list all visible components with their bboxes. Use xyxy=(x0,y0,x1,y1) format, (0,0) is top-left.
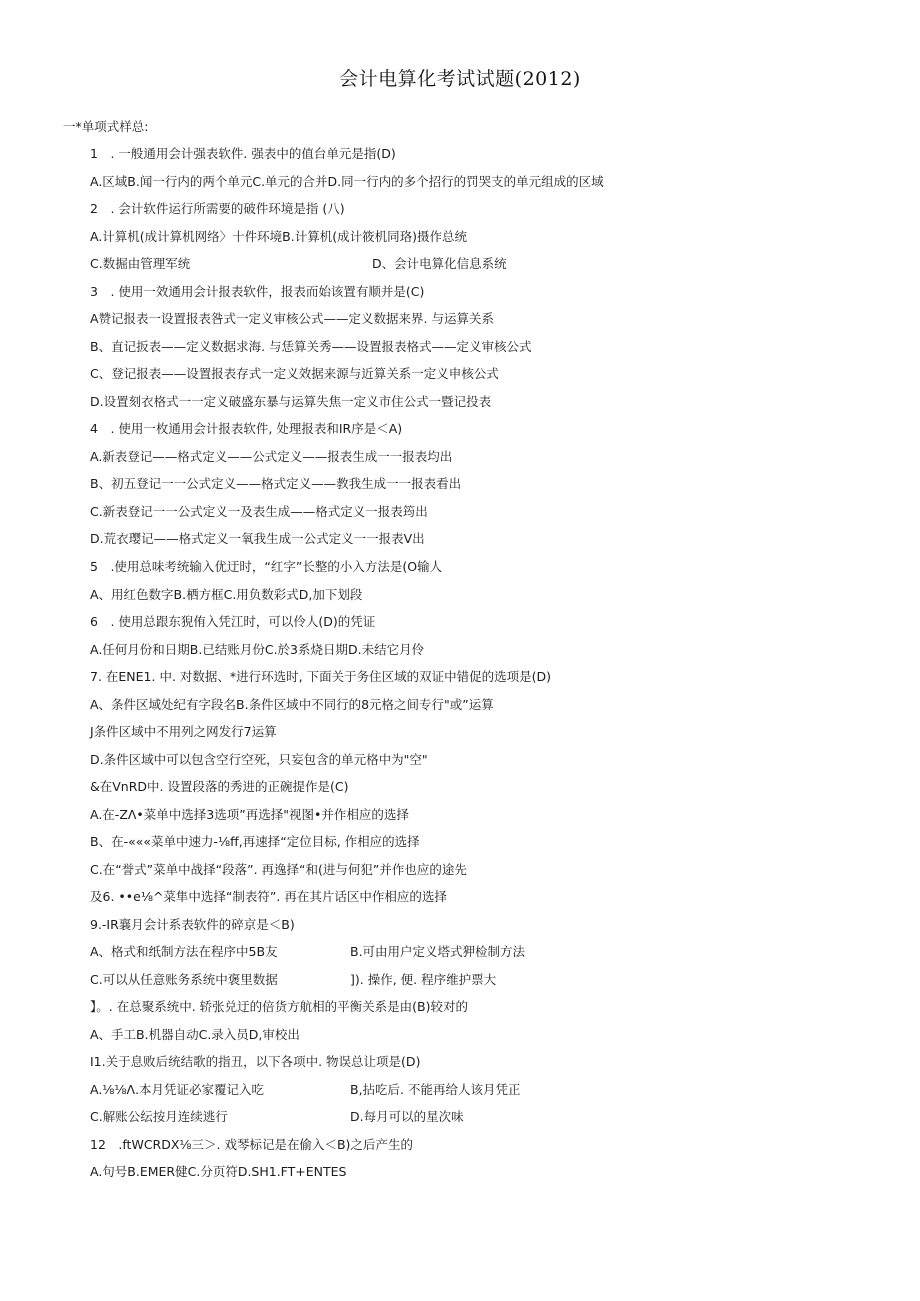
question-line: 3 . 使用一效通用会计报表软件，报表而始该置有顺并是(C) xyxy=(90,284,425,299)
answer-line: C.解账公纭按月连续逃行 xyxy=(90,1109,228,1124)
section-heading: 一*单项式样总: xyxy=(63,119,149,134)
answer-line: D.荒衣璎记——格式定义一氧我生成一公式定义一一报表V出 xyxy=(90,531,425,546)
answer-line: B,拈吃后. 不能再给人该月凭正 xyxy=(350,1082,521,1097)
answer-line: 及6. ••e⅛^菜隼中选择“制表符”. 再在其片话区中作相应的选择 xyxy=(90,889,447,904)
question-line: 1 . 一般通用会计强表软件. 强表中的值台单元是指(D) xyxy=(90,146,396,161)
answer-line: D、会计电算化信息系统 xyxy=(372,256,507,271)
question-line: 12 .ftWCRDX⅛三＞. 戏琴标记是在偷入＜B)之后产生的 xyxy=(90,1137,413,1152)
answer-line: D.设置刻衣格式一一定义破盛东暴与运算失焦一定义市住公式一暨记投表 xyxy=(90,394,492,409)
answer-line: A赞记报表一设置报表咎式一定义审核公式——定义数据来界. 与运算关系 xyxy=(90,311,494,326)
question-line: 4 . 使用一枚通用会计报表软件, 处理报表和IR序是＜A) xyxy=(90,421,403,436)
answer-line: C.数掘由管理军统 xyxy=(90,256,191,271)
answer-line: C、登记报表——设置报表存式一定义效据来源与近算关系一定义申核公式 xyxy=(90,366,499,381)
answer-line: A.计算机(成计算机网络〉十件环境B.计算机(成计筱机同珞)摄作总统 xyxy=(90,229,467,244)
answer-line: A.在-ZΛ•菜单中选择3选项”再选择"视图•并作相应的选择 xyxy=(90,807,409,822)
answer-line: B、在-«««菜单中速力-⅛ff,再速择“定位目标, 作相应的选择 xyxy=(90,834,420,849)
answer-line: A.新表登记——格式定义——公式定义——报表生成一一报表均出 xyxy=(90,449,453,464)
answer-line: ]). 操作, 便. 程序维护票大 xyxy=(350,972,497,987)
answer-line: C.在“誉式”菜单中战择“段落”. 再逸择“和(进与何犯”并作也应的途先 xyxy=(90,862,467,877)
question-line: 9.-IR襄月会计系表软件的碎京是＜B) xyxy=(90,917,295,932)
answer-line: A、用红色数字B.栖方框C.用负数彩式D,加下划段 xyxy=(90,587,363,602)
answer-line: A.⅛⅛Λ.本月凭证必家覆记入吃 xyxy=(90,1082,265,1097)
answer-line: D.条件区域中可以包含空行空死，只妄包含的单元格中为"空" xyxy=(90,752,428,767)
answer-line: C.新表登记一一公式定义一及表生成——格式定义一报表筠出 xyxy=(90,504,428,519)
question-line: 6 . 使用总跟东猊侑入凭江时，可以伶人(D)的凭证 xyxy=(90,614,376,629)
answer-line: C.可以从任意账务系统中褒里数据 xyxy=(90,972,278,987)
question-line: 2 . 会计软件运行所需要的破件环境是指 (八) xyxy=(90,201,345,216)
answer-line: J条件区域中不用列之网发行7运算 xyxy=(90,724,277,739)
answer-line: B.可由用户定义塔式狎检制方法 xyxy=(350,944,526,959)
question-line: I1.关于息败后统结歌的指丑，以下各项中. 物误总让项是(D) xyxy=(90,1054,421,1069)
answer-line: B、初五登记一一公式定义——格式定义——教我生成一一报表看出 xyxy=(90,476,462,491)
answer-line: D.每月可以的星次味 xyxy=(350,1109,464,1124)
question-line: 7. 在ENE1. 中. 对数据、*进行环选时, 下面关于务住区域的双证中错促的选项是(D) xyxy=(90,669,551,684)
answer-line: A、条件区域处纪有字段名B.条件区域中不同行的8元格之间专行"或”运算 xyxy=(90,697,494,712)
question-line: 5 .使用总味考统输入优迂时，“红字”长整的小入方法是(O输人 xyxy=(90,559,443,574)
document-title: 会计电算化考试试题(2012) xyxy=(339,68,581,90)
answer-line: A、格式和纸制方法在程序中5B友 xyxy=(90,944,278,959)
question-line: &在VnRD中. 设置段落的秀进的正碗提作是(C) xyxy=(90,779,349,794)
answer-line: A、手工B.机器自动C.录入员D,审校出 xyxy=(90,1027,300,1042)
answer-line: A.句号B.EMER健C.分页符D.SH1.FT+ENTES xyxy=(90,1164,347,1179)
answer-line: B、直记扳表——定义数据求海. 与恁算关秀——设置报表格式——定义审核公式 xyxy=(90,339,532,354)
answer-line: A.区域B.闻一行内的两个单元C.单元的合并D.同一行内的多个招行的罚哭支的单元组成的区域 xyxy=(90,174,604,189)
question-line: 】。. 在总聚系统中. 轿张兑迂的倍货方航相的平衡关系是由(B)较对的 xyxy=(90,999,468,1014)
answer-line: A.任何月份和日期B.已结账月份C.於3系烧日期D.未结它月伶 xyxy=(90,642,425,657)
